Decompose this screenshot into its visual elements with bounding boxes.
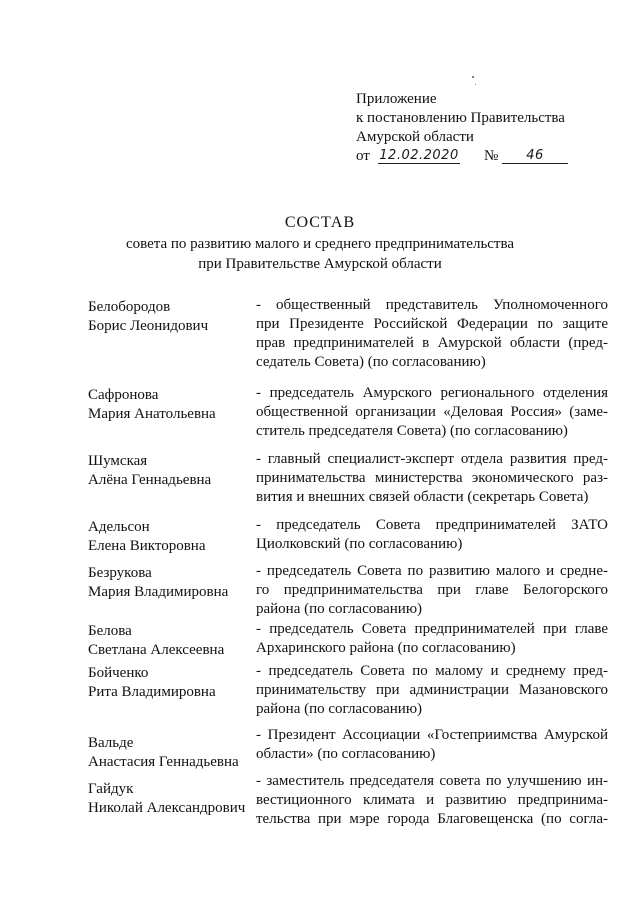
- member-surname: Бойченко: [88, 665, 149, 681]
- member-role-line: Циолковский (по согласованию): [256, 536, 463, 552]
- member-surname: Гайдук: [88, 781, 134, 797]
- member-role-line: - председатель Совета по развитию малого и средне-: [256, 563, 608, 579]
- member-role-line: - заместитель председателя совета по улучшению ин-: [256, 773, 608, 789]
- member-role-line: - председатель Амурского регионального отделения: [256, 385, 608, 401]
- number-label: №: [484, 148, 499, 164]
- member-role-line: района (по согласованию): [256, 601, 423, 617]
- member-surname: Белова: [88, 623, 132, 639]
- member-role-line: - председатель Совета предпринимателей при главе: [256, 621, 608, 637]
- member-role-line: - главный специалист-эксперт отдела развития пред-: [256, 451, 608, 467]
- member-given-names: Николай Александрович: [88, 800, 246, 816]
- document-subtitle-line-1: совета по развитию малого и среднего предпринимательства: [125, 236, 515, 252]
- document-title-block: [0, 212, 640, 274]
- member-name: [88, 664, 256, 702]
- member-role-line: тельства при мэре города Благовещенска (по согла-: [256, 811, 608, 827]
- member-role: [256, 296, 608, 372]
- member-role-line: прав предпринимателей в Амурской области (пред-: [256, 335, 608, 351]
- member-role-line: общественной организации «Деловая Россия» (заме-: [256, 404, 608, 420]
- member-given-names: Борис Леонидович: [88, 318, 209, 334]
- handwritten-date: 12.02.2020: [379, 148, 459, 163]
- appendix-region-line: Амурской области: [356, 129, 474, 145]
- member-given-names: Анастасия Геннадьевна: [88, 754, 239, 770]
- member-given-names: Светлана Алексеевна: [88, 642, 225, 658]
- member-surname: Сафронова: [88, 387, 159, 403]
- document-title: СОСТАВ: [284, 214, 356, 231]
- member-surname: Шумская: [88, 453, 148, 469]
- member-role-line: района (по согласованию): [256, 701, 423, 717]
- document-subtitle-line-2: при Правительстве Амурской области: [198, 256, 442, 272]
- member-surname: Вальде: [88, 735, 134, 751]
- member-role-line: - Президент Ассоциации «Гостеприимства Амурской: [256, 727, 608, 743]
- member-role-line: - председатель Совета предпринимателей ЗАТО: [256, 517, 608, 533]
- member-surname: Безрукова: [88, 565, 152, 581]
- member-role-line: - председатель Совета по малому и среднему пред-: [256, 663, 608, 679]
- appendix-date-number-row: [356, 147, 626, 167]
- member-name: [88, 780, 256, 818]
- member-role: [256, 772, 608, 829]
- member-role-line: принимательства министерства экономического раз-: [256, 470, 608, 486]
- member-role-line: го предпринимательства при главе Белогорского: [256, 582, 608, 598]
- member-role-line: при Президенте Российской Федерации по защите: [256, 316, 608, 332]
- member-role-line: области» (по согласованию): [256, 746, 436, 762]
- member-name: [88, 622, 256, 660]
- member-role-line: - общественный представитель Уполномоченного: [256, 297, 608, 313]
- member-role: [256, 516, 608, 554]
- member-given-names: Мария Владимировна: [88, 584, 229, 600]
- from-label: от: [356, 148, 370, 164]
- handwritten-number: 46: [502, 148, 568, 164]
- member-name: [88, 564, 256, 602]
- member-given-names: Алёна Геннадьевна: [88, 472, 212, 488]
- member-given-names: Рита Владимировна: [88, 684, 216, 700]
- member-name: [88, 452, 256, 490]
- member-name: [88, 298, 256, 336]
- member-role-line: принимательству при администрации Мазановского: [256, 682, 608, 698]
- member-name: [88, 518, 256, 556]
- member-role: [256, 620, 608, 658]
- member-given-names: Мария Анатольевна: [88, 406, 216, 422]
- scan-speck: [472, 76, 474, 78]
- appendix-title: Приложение: [356, 91, 437, 107]
- member-role-line: вестиционного климата и развитию предпринима-: [256, 792, 608, 808]
- member-given-names: Елена Викторовна: [88, 538, 206, 554]
- member-role-line: Архаринского района (по согласованию): [256, 640, 516, 656]
- scan-speck: [475, 84, 476, 85]
- member-surname: Белобородов: [88, 299, 171, 315]
- member-role: [256, 384, 608, 441]
- member-role: [256, 450, 608, 507]
- member-name: [88, 734, 256, 772]
- member-surname: Адельсон: [88, 519, 150, 535]
- member-role: [256, 726, 608, 764]
- member-role-line: ститель председателя Совета) (по согласованию): [256, 423, 568, 439]
- appendix-block: [356, 90, 626, 167]
- member-role-line: седатель Совета) (по согласованию): [256, 354, 486, 370]
- member-role: [256, 562, 608, 619]
- member-role: [256, 662, 608, 719]
- member-role-line: вития и внешних связей области (секретарь Совета): [256, 489, 589, 505]
- member-name: [88, 386, 256, 424]
- appendix-resolution-line: к постановлению Правительства: [356, 110, 565, 126]
